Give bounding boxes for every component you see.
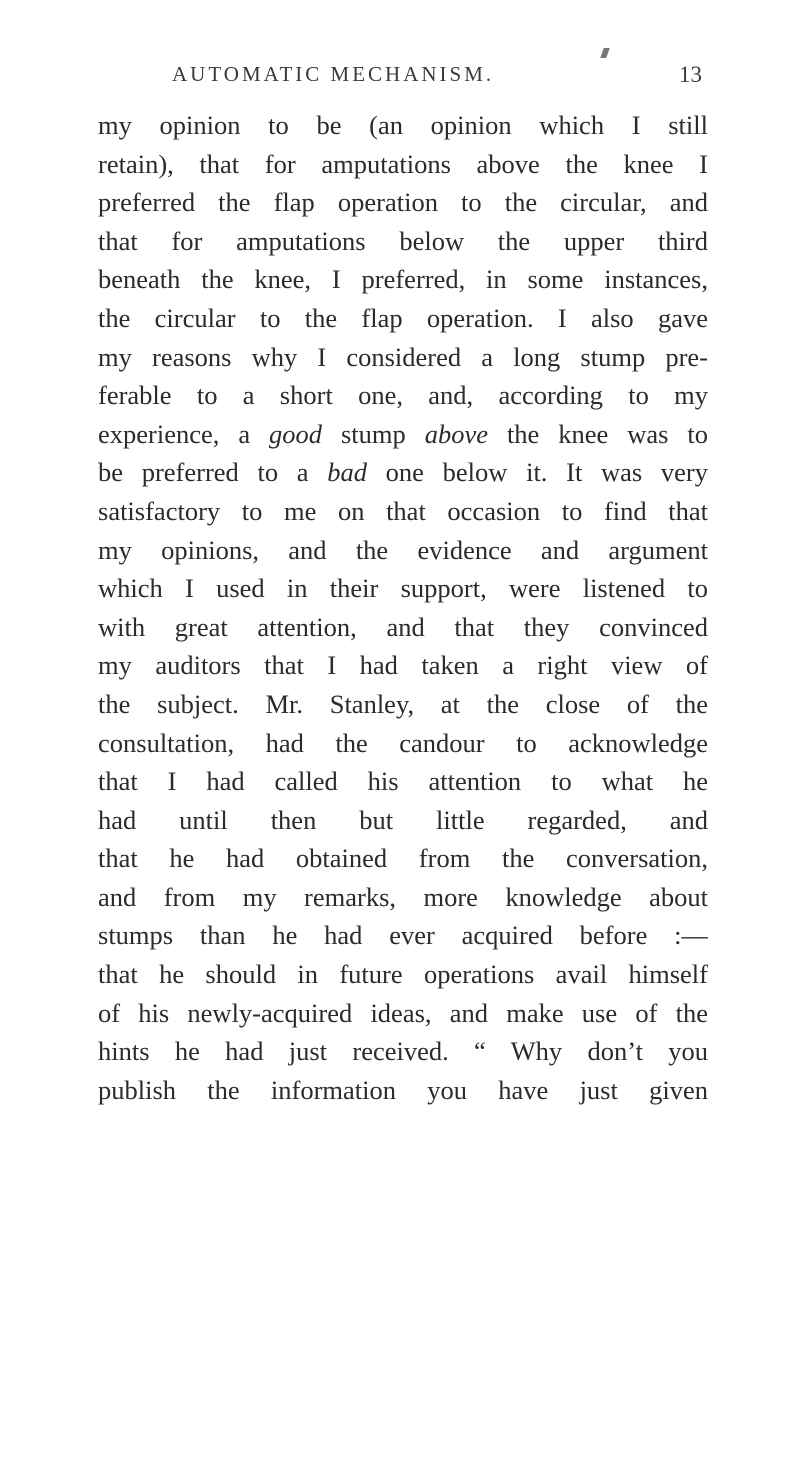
running-title: AUTOMATIC MECHANISM. bbox=[172, 62, 495, 86]
text-segment: the knee was to bbox=[488, 418, 708, 449]
text-line: and from my remarks, more knowledge about bbox=[98, 881, 708, 912]
text-line: beneath the knee, I preferred, in some instances, bbox=[98, 264, 708, 295]
text-segment: experience, a bbox=[98, 418, 270, 449]
text-line: the subject. Mr. Stanley, at the close of the bbox=[98, 688, 708, 719]
text-line: retain), that for amputations above the knee I bbox=[98, 148, 708, 179]
text-line: stumps than he had ever acquired before :— bbox=[98, 920, 708, 951]
text-line: that he should in future operations avail himself bbox=[98, 959, 708, 990]
text-line bbox=[98, 415, 708, 454]
italic-emphasis: good bbox=[269, 418, 323, 449]
text-line: which I used in their support, were listened to bbox=[98, 573, 708, 604]
text-segment: one below it. It was very bbox=[366, 457, 708, 488]
text-line: that he had obtained from the conversation, bbox=[98, 843, 708, 874]
running-head bbox=[172, 62, 702, 92]
body-text bbox=[98, 106, 708, 1109]
text-line: of his newly-acquired ideas, and make use of the bbox=[98, 997, 708, 1028]
text-line: hints he had just received. “ Why don’t you bbox=[98, 1036, 708, 1067]
text-line: the circular to the flap operation. I also gave bbox=[98, 302, 708, 333]
text-line: had until then but little regarded, and bbox=[98, 804, 708, 835]
text-line: ferable to a short one, and, according to my bbox=[98, 380, 708, 411]
text-line: my reasons why I considered a long stump pre- bbox=[98, 341, 708, 372]
text-line: with great attention, and that they convinced bbox=[98, 611, 708, 642]
text-line: preferred the flap operation to the circular, and bbox=[98, 187, 708, 218]
text-segment: stump bbox=[322, 418, 425, 449]
italic-emphasis: bad bbox=[327, 457, 367, 488]
italic-emphasis: above bbox=[424, 418, 488, 449]
text-line bbox=[98, 453, 708, 492]
text-line: my auditors that I had taken a right view of bbox=[98, 650, 708, 681]
text-line: publish the information you have just given bbox=[98, 1074, 708, 1105]
text-line: satisfactory to me on that occasion to find that bbox=[98, 495, 708, 526]
page-number: 13 bbox=[679, 62, 702, 87]
text-line: that I had called his attention to what he bbox=[98, 766, 708, 797]
text-line: that for amputations below the upper third bbox=[98, 225, 708, 256]
text-line: consultation, had the candour to acknowledge bbox=[98, 727, 708, 758]
text-line: my opinion to be (an opinion which I still bbox=[98, 110, 708, 140]
text-segment: be preferred to a bbox=[98, 457, 328, 488]
text-line: my opinions, and the evidence and argument bbox=[98, 534, 708, 565]
ink-speck bbox=[600, 48, 610, 58]
